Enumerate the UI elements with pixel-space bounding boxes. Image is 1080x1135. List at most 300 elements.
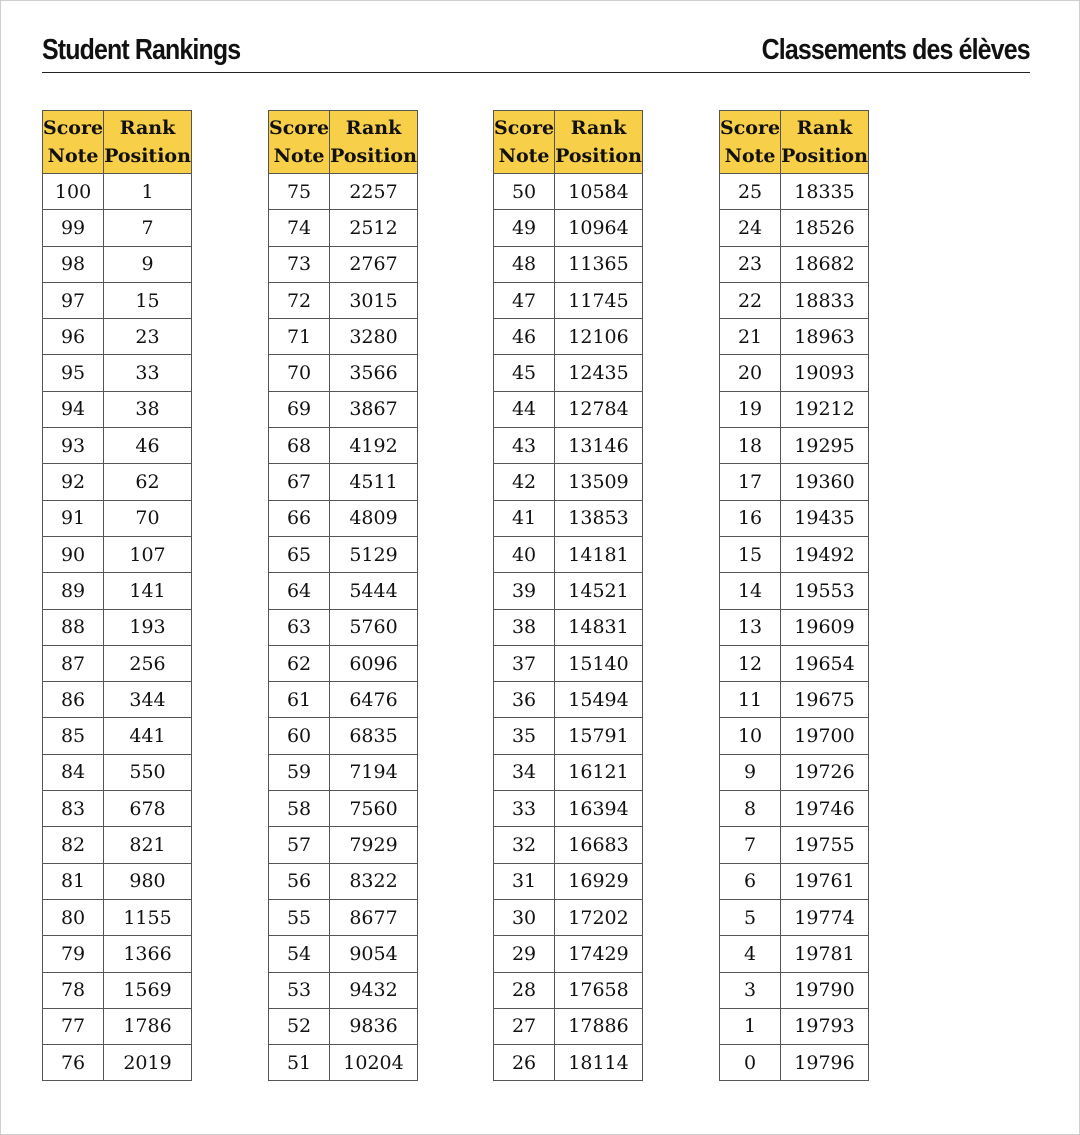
- table-row: [269, 355, 418, 391]
- rank-cell: 19295: [781, 428, 869, 464]
- table-row: [269, 536, 418, 572]
- score-cell: 42: [494, 464, 555, 500]
- table-row: [43, 1008, 192, 1044]
- score-cell: 98: [43, 246, 104, 282]
- score-header-fr: Note: [273, 145, 325, 167]
- rank-cell: 7: [104, 210, 192, 246]
- rank-cell: 678: [104, 791, 192, 827]
- table-row: [43, 754, 192, 790]
- rank-cell: 19609: [781, 609, 869, 645]
- score-cell: 71: [269, 319, 330, 355]
- ranking-table-4: [719, 110, 869, 1081]
- table-header-row: [494, 111, 643, 174]
- score-cell: 76: [43, 1045, 104, 1081]
- score-cell: 29: [494, 936, 555, 972]
- table-row: [720, 936, 869, 972]
- rank-header-fr: Position: [330, 145, 417, 167]
- rank-cell: 19700: [781, 718, 869, 754]
- table-row: [720, 863, 869, 899]
- rank-cell: 821: [104, 827, 192, 863]
- table-header-row: [43, 111, 192, 174]
- rank-cell: 17886: [555, 1008, 643, 1044]
- table-row: [269, 573, 418, 609]
- table-row: [494, 827, 643, 863]
- rank-header-en: Rank: [345, 117, 402, 139]
- score-cell: 58: [269, 791, 330, 827]
- score-cell: 65: [269, 536, 330, 572]
- rank-cell: 62: [104, 464, 192, 500]
- score-cell: 85: [43, 718, 104, 754]
- score-header-en: Score: [43, 117, 104, 139]
- table-row: [269, 174, 418, 210]
- table-row: [494, 791, 643, 827]
- rank-cell: 19793: [781, 1008, 869, 1044]
- table-row: [720, 210, 869, 246]
- rank-cell: 3867: [330, 391, 418, 427]
- table-row: [720, 682, 869, 718]
- table-row: [269, 319, 418, 355]
- page-header: [42, 32, 1030, 73]
- table-row: [720, 500, 869, 536]
- score-cell: 68: [269, 428, 330, 464]
- table-row: [494, 428, 643, 464]
- rank-cell: 14521: [555, 573, 643, 609]
- score-cell: 4: [720, 936, 781, 972]
- score-cell: 44: [494, 391, 555, 427]
- rank-cell: 9836: [330, 1008, 418, 1044]
- rank-cell: 17429: [555, 936, 643, 972]
- table-row: [43, 718, 192, 754]
- table-row: [43, 428, 192, 464]
- table-row: [269, 500, 418, 536]
- rank-cell: 6835: [330, 718, 418, 754]
- rank-header: [555, 111, 643, 174]
- table-row: [43, 210, 192, 246]
- table-row: [43, 682, 192, 718]
- table-row: [43, 174, 192, 210]
- score-cell: 1: [720, 1008, 781, 1044]
- score-cell: 87: [43, 645, 104, 681]
- score-cell: 35: [494, 718, 555, 754]
- rank-cell: 193: [104, 609, 192, 645]
- score-cell: 36: [494, 682, 555, 718]
- table-row: [269, 682, 418, 718]
- score-cell: 66: [269, 500, 330, 536]
- score-cell: 27: [494, 1008, 555, 1044]
- score-cell: 47: [494, 282, 555, 318]
- score-cell: 11: [720, 682, 781, 718]
- score-cell: 13: [720, 609, 781, 645]
- rank-cell: 107: [104, 536, 192, 572]
- score-cell: 100: [43, 174, 104, 210]
- rank-cell: 2512: [330, 210, 418, 246]
- rank-cell: 1569: [104, 972, 192, 1008]
- score-cell: 9: [720, 754, 781, 790]
- score-cell: 3: [720, 972, 781, 1008]
- table-row: [43, 972, 192, 1008]
- score-header: [720, 111, 781, 174]
- table-row: [494, 536, 643, 572]
- score-header: [494, 111, 555, 174]
- table-row: [43, 391, 192, 427]
- table-row: [494, 573, 643, 609]
- score-cell: 48: [494, 246, 555, 282]
- score-header-en: Score: [720, 117, 781, 139]
- score-header-fr: Note: [724, 145, 776, 167]
- score-cell: 19: [720, 391, 781, 427]
- rank-cell: 46: [104, 428, 192, 464]
- score-cell: 51: [269, 1045, 330, 1081]
- table-row: [269, 899, 418, 935]
- table-row: [269, 827, 418, 863]
- score-cell: 18: [720, 428, 781, 464]
- table-row: [494, 972, 643, 1008]
- table-row: [494, 464, 643, 500]
- rank-cell: 5129: [330, 536, 418, 572]
- score-cell: 74: [269, 210, 330, 246]
- rank-cell: 17202: [555, 899, 643, 935]
- score-cell: 63: [269, 609, 330, 645]
- rank-cell: 13509: [555, 464, 643, 500]
- table-row: [720, 899, 869, 935]
- table-row: [494, 682, 643, 718]
- table-row: [720, 791, 869, 827]
- table-row: [269, 282, 418, 318]
- rank-header-fr: Position: [555, 145, 642, 167]
- table-row: [494, 936, 643, 972]
- score-cell: 6: [720, 863, 781, 899]
- score-cell: 15: [720, 536, 781, 572]
- table-row: [269, 936, 418, 972]
- rank-cell: 1366: [104, 936, 192, 972]
- rank-header: [330, 111, 418, 174]
- table-row: [494, 210, 643, 246]
- score-header-fr: Note: [498, 145, 550, 167]
- score-cell: 26: [494, 1045, 555, 1081]
- rank-cell: 3280: [330, 319, 418, 355]
- rank-cell: 19675: [781, 682, 869, 718]
- rank-cell: 1786: [104, 1008, 192, 1044]
- rank-cell: 19790: [781, 972, 869, 1008]
- table-row: [494, 391, 643, 427]
- rank-cell: 19654: [781, 645, 869, 681]
- rank-cell: 38: [104, 391, 192, 427]
- table-row: [494, 863, 643, 899]
- table-row: [720, 754, 869, 790]
- table-row: [720, 355, 869, 391]
- table-row: [43, 464, 192, 500]
- rank-cell: 9432: [330, 972, 418, 1008]
- score-cell: 30: [494, 899, 555, 935]
- table-row: [494, 899, 643, 935]
- table-row: [43, 827, 192, 863]
- table-row: [494, 319, 643, 355]
- rank-cell: 12106: [555, 319, 643, 355]
- table-row: [43, 500, 192, 536]
- table-row: [43, 282, 192, 318]
- score-cell: 82: [43, 827, 104, 863]
- table-row: [269, 718, 418, 754]
- rank-cell: 4192: [330, 428, 418, 464]
- rank-cell: 15: [104, 282, 192, 318]
- score-cell: 24: [720, 210, 781, 246]
- rank-cell: 19212: [781, 391, 869, 427]
- rank-cell: 19774: [781, 899, 869, 935]
- ranking-table-1: [42, 110, 192, 1081]
- table-header-row: [720, 111, 869, 174]
- score-cell: 86: [43, 682, 104, 718]
- rank-cell: 18963: [781, 319, 869, 355]
- rank-cell: 10204: [330, 1045, 418, 1081]
- table-row: [43, 899, 192, 935]
- rank-cell: 141: [104, 573, 192, 609]
- table-row: [269, 428, 418, 464]
- table-row: [720, 464, 869, 500]
- rank-cell: 2257: [330, 174, 418, 210]
- score-cell: 56: [269, 863, 330, 899]
- rank-cell: 19746: [781, 791, 869, 827]
- table-row: [494, 174, 643, 210]
- score-cell: 12: [720, 645, 781, 681]
- table-row: [720, 536, 869, 572]
- score-cell: 64: [269, 573, 330, 609]
- score-cell: 57: [269, 827, 330, 863]
- rank-cell: 980: [104, 863, 192, 899]
- table-row: [720, 174, 869, 210]
- table-row: [494, 282, 643, 318]
- table-row: [494, 645, 643, 681]
- score-cell: 79: [43, 936, 104, 972]
- table-row: [494, 609, 643, 645]
- rank-cell: 16394: [555, 791, 643, 827]
- score-cell: 96: [43, 319, 104, 355]
- rank-cell: 18335: [781, 174, 869, 210]
- table-row: [720, 609, 869, 645]
- rank-cell: 18833: [781, 282, 869, 318]
- title-english: Student Rankings: [42, 34, 241, 66]
- rank-cell: 4511: [330, 464, 418, 500]
- score-cell: 22: [720, 282, 781, 318]
- score-cell: 83: [43, 791, 104, 827]
- score-cell: 62: [269, 645, 330, 681]
- score-cell: 20: [720, 355, 781, 391]
- score-cell: 31: [494, 863, 555, 899]
- score-cell: 38: [494, 609, 555, 645]
- rank-cell: 19726: [781, 754, 869, 790]
- table-row: [269, 246, 418, 282]
- rank-header-fr: Position: [104, 145, 191, 167]
- score-cell: 60: [269, 718, 330, 754]
- table-row: [494, 500, 643, 536]
- rank-cell: 10584: [555, 174, 643, 210]
- rank-cell: 14181: [555, 536, 643, 572]
- score-cell: 89: [43, 573, 104, 609]
- table-row: [43, 319, 192, 355]
- table-row: [43, 536, 192, 572]
- rank-cell: 5444: [330, 573, 418, 609]
- table-row: [43, 645, 192, 681]
- rank-cell: 15140: [555, 645, 643, 681]
- table-row: [720, 246, 869, 282]
- score-cell: 90: [43, 536, 104, 572]
- table-row: [43, 936, 192, 972]
- score-cell: 88: [43, 609, 104, 645]
- rank-cell: 19553: [781, 573, 869, 609]
- rank-cell: 8322: [330, 863, 418, 899]
- score-cell: 94: [43, 391, 104, 427]
- rank-header-en: Rank: [119, 117, 176, 139]
- score-cell: 41: [494, 500, 555, 536]
- score-cell: 69: [269, 391, 330, 427]
- table-row: [494, 718, 643, 754]
- score-cell: 32: [494, 827, 555, 863]
- table-row: [720, 827, 869, 863]
- rank-cell: 19796: [781, 1045, 869, 1081]
- score-cell: 72: [269, 282, 330, 318]
- rank-cell: 256: [104, 645, 192, 681]
- rank-cell: 1155: [104, 899, 192, 935]
- score-header: [269, 111, 330, 174]
- table-row: [269, 972, 418, 1008]
- score-cell: 53: [269, 972, 330, 1008]
- rank-cell: 16683: [555, 827, 643, 863]
- score-header-fr: Note: [47, 145, 99, 167]
- score-cell: 67: [269, 464, 330, 500]
- rank-cell: 9054: [330, 936, 418, 972]
- rank-cell: 7194: [330, 754, 418, 790]
- rank-cell: 6096: [330, 645, 418, 681]
- table-row: [494, 246, 643, 282]
- score-header-en: Score: [269, 117, 330, 139]
- score-cell: 78: [43, 972, 104, 1008]
- rank-cell: 6476: [330, 682, 418, 718]
- score-cell: 77: [43, 1008, 104, 1044]
- score-cell: 28: [494, 972, 555, 1008]
- score-cell: 50: [494, 174, 555, 210]
- rank-cell: 23: [104, 319, 192, 355]
- table-row: [494, 355, 643, 391]
- score-cell: 21: [720, 319, 781, 355]
- rank-cell: 3015: [330, 282, 418, 318]
- rank-cell: 8677: [330, 899, 418, 935]
- score-cell: 81: [43, 863, 104, 899]
- table-row: [269, 791, 418, 827]
- table-row: [269, 645, 418, 681]
- score-cell: 54: [269, 936, 330, 972]
- rank-cell: 19360: [781, 464, 869, 500]
- score-cell: 10: [720, 718, 781, 754]
- table-row: [43, 246, 192, 282]
- score-cell: 73: [269, 246, 330, 282]
- rank-cell: 4809: [330, 500, 418, 536]
- ranking-table-2: [268, 110, 418, 1081]
- score-cell: 61: [269, 682, 330, 718]
- score-header-en: Score: [494, 117, 555, 139]
- ranking-table-3: [493, 110, 643, 1081]
- score-cell: 8: [720, 791, 781, 827]
- score-cell: 16: [720, 500, 781, 536]
- score-cell: 91: [43, 500, 104, 536]
- score-cell: 75: [269, 174, 330, 210]
- table-row: [269, 391, 418, 427]
- rank-cell: 15494: [555, 682, 643, 718]
- rank-cell: 12435: [555, 355, 643, 391]
- score-cell: 43: [494, 428, 555, 464]
- score-cell: 40: [494, 536, 555, 572]
- rank-cell: 18114: [555, 1045, 643, 1081]
- rank-cell: 550: [104, 754, 192, 790]
- score-cell: 99: [43, 210, 104, 246]
- rank-cell: 18526: [781, 210, 869, 246]
- rank-cell: 13146: [555, 428, 643, 464]
- score-cell: 46: [494, 319, 555, 355]
- rank-cell: 441: [104, 718, 192, 754]
- score-cell: 23: [720, 246, 781, 282]
- table-row: [720, 391, 869, 427]
- score-header: [43, 111, 104, 174]
- rank-cell: 19093: [781, 355, 869, 391]
- rank-header: [781, 111, 869, 174]
- table-row: [720, 718, 869, 754]
- score-cell: 39: [494, 573, 555, 609]
- table-row: [494, 754, 643, 790]
- rank-cell: 16929: [555, 863, 643, 899]
- rank-header-en: Rank: [796, 117, 853, 139]
- score-cell: 5: [720, 899, 781, 935]
- score-cell: 45: [494, 355, 555, 391]
- rank-cell: 3566: [330, 355, 418, 391]
- rank-cell: 17658: [555, 972, 643, 1008]
- table-row: [43, 1045, 192, 1081]
- score-cell: 55: [269, 899, 330, 935]
- score-cell: 97: [43, 282, 104, 318]
- score-cell: 92: [43, 464, 104, 500]
- score-cell: 7: [720, 827, 781, 863]
- table-row: [720, 1045, 869, 1081]
- rank-header-en: Rank: [570, 117, 627, 139]
- table-row: [720, 428, 869, 464]
- rank-cell: 33: [104, 355, 192, 391]
- rank-cell: 2767: [330, 246, 418, 282]
- rank-cell: 11365: [555, 246, 643, 282]
- table-row: [720, 319, 869, 355]
- table-row: [720, 972, 869, 1008]
- rank-cell: 344: [104, 682, 192, 718]
- score-cell: 14: [720, 573, 781, 609]
- table-row: [720, 1008, 869, 1044]
- rank-cell: 1: [104, 174, 192, 210]
- rank-cell: 15791: [555, 718, 643, 754]
- score-cell: 37: [494, 645, 555, 681]
- rank-cell: 70: [104, 500, 192, 536]
- rank-header: [104, 111, 192, 174]
- score-cell: 49: [494, 210, 555, 246]
- table-row: [269, 210, 418, 246]
- table-row: [269, 754, 418, 790]
- score-cell: 17: [720, 464, 781, 500]
- rank-cell: 10964: [555, 210, 643, 246]
- score-cell: 70: [269, 355, 330, 391]
- rank-cell: 19492: [781, 536, 869, 572]
- score-cell: 52: [269, 1008, 330, 1044]
- rank-cell: 19435: [781, 500, 869, 536]
- rank-cell: 12784: [555, 391, 643, 427]
- score-cell: 80: [43, 899, 104, 935]
- table-row: [43, 573, 192, 609]
- table-row: [720, 645, 869, 681]
- table-row: [43, 863, 192, 899]
- table-row: [494, 1045, 643, 1081]
